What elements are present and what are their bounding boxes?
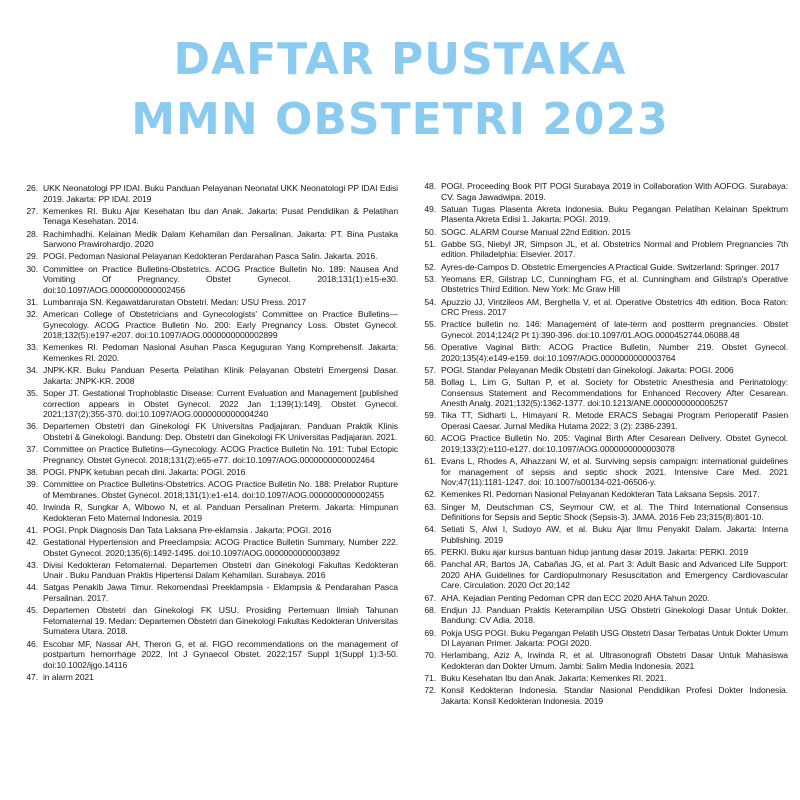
reference-item <box>416 628 788 649</box>
reference-text: Pokja USG POGI. Buku Pegangan Pelatih USG Obstetri Dasar Terbatas Untuk Dokter Umum DI Layanan Primer. Jakarta: POGI 2020. <box>441 627 788 649</box>
reference-item <box>18 388 398 420</box>
reference-text: Rachimhadhi. Kelainan Medik Dalam Kehamilan dan Persalinan. Jakarta: PT. Bina Pustaka Sarwono Prawirohardjo. 2020 <box>43 228 398 250</box>
reference-text: Departemen Obstetri dan Ginekologi FK Universitas Padjajaran. Panduan Praktik Klinis Obstetri & Ginekologi. Bandung: Dep. Obstetri dan Ginekologi FK Universitas Padjajaran. 2021. <box>43 421 398 442</box>
reference-item <box>18 183 398 204</box>
reference-text: Gestational Hypertension and Preeclampsia: ACOG Practice Bulletin Summary, Number 222. Obstet Gynecol. 2020;135(6):1492-1495. doi:10.1097/AOG.0000000000003892 <box>43 536 398 558</box>
reference-text: Irwinda R, Sungkar A, Wibowo N, et al. Panduan Persalinan Preterm. Jakarta: Himpunan Kedokteran Feto Maternal Indonesia. 2019 <box>43 501 398 523</box>
reference-item <box>416 410 788 431</box>
reference-number: 41. <box>26 524 38 535</box>
reference-text: Divisi Kedokteran Fetomaternal. Departemen Obstetri dan Ginekologi Fakultas Kedokteran Unair . Buku Panduan Praktis Hipertensi Dalam Kehamilan. Surabaya. 2016 <box>43 559 398 581</box>
reference-number: 37. <box>26 444 38 455</box>
reference-number: 42. <box>26 536 38 547</box>
reference-text: Apuzzio JJ, Vintzileos AM, Berghella V, et al. Operative Obstetrics 4th edition. Boca Raton: CRC Press. 2017 <box>441 296 788 318</box>
reference-number: 31. <box>26 296 38 307</box>
reference-number: 59. <box>424 410 436 421</box>
reference-item <box>416 547 788 558</box>
reference-text: Committee on Practice Bulletins-Obstetrics. ACOG Practice Bulletin No. 189: Nausea And Vomiting Of Pregnancy. Obstet Gynecol. 2018;131(1):e15-e30. doi:10.1097/AOG.0000000000002456 <box>43 263 398 295</box>
reference-number: 49. <box>424 203 436 214</box>
reference-item <box>416 456 788 488</box>
reference-item <box>18 479 398 500</box>
reference-item <box>416 489 788 500</box>
reference-text: POGI. Pnpk Diagnosis Dan Tata Laksana Pre-eklamsia . Jakarta: POGI. 2016 <box>43 524 332 535</box>
reference-text: Committee on Practice Bulletins-Obstetrics. ACOG Practice Bulletin No. 188: Prelabor Rupture of Membranes. Obstet Gynecol. 2018;131(1):e1-e14. doi:10.1097/AOG.0000000000002455 <box>43 479 398 500</box>
reference-text: Satuan Tugas Plasenta Akreta Indonesia. Buku Pegangan Pelatihan Kelainan Spektrum Plasenta Akreta Edisi 1. Jakarta: POGI. 2019. <box>441 203 788 225</box>
reference-item <box>416 559 788 591</box>
reference-item <box>18 365 398 386</box>
reference-text: Bollag L, Lim G, Sultan P, et al. Society for Obstetric Anesthesia and Perinatology: Consensus Statement and Recommendations for Enhanced Recovery After Cesarean. Anesth Analg. 2021;132(5):1362-1377. doi:10.1213/ANE.0000000000005257 <box>441 377 788 409</box>
reference-text: POGI. Proceeding Book PIT POGI Surabaya 2019 in Collaboration With AOFOG. Surabaya: CV. Saga Jawadwipa. 2019. <box>441 181 788 202</box>
reference-list-left <box>18 183 398 684</box>
reference-item <box>18 206 398 227</box>
reference-number: 35. <box>26 388 38 399</box>
reference-number: 38. <box>26 466 38 477</box>
reference-text: Buku Kesehatan Ibu dan Anak. Jakarta: Kemenkes RI. 2021. <box>441 673 667 684</box>
reference-text: Evans L, Rhodes A, Alhazzani W, et al. Surviving sepsis campaign: international guidelines for management of sepsis and septic shock 2021. Intensive Care Med. 2021 Nov;47(11):1181-1247. doi: 10.1007/s00134-021-06506-y. <box>441 455 788 488</box>
reference-number: 34. <box>26 365 38 376</box>
reference-number: 36. <box>26 421 38 432</box>
reference-text: Kemenkes RI. Buku Ajar Kesehatan Ibu dan Anak. Jakarta: Pusat Pendidikan & Pelatihan Tenaga Kesehatan. 2014. <box>43 205 398 227</box>
reference-text: Tika TT, Sidharti L, Himayani R. Metode ERACS Sebagai Program Perioperatif Pasien Operasi Caesar. Jurnal Medika Hutama 2022; 3 (2): 2386-2391. <box>441 410 788 431</box>
reference-text: Konsil Kedokteran Indonesia. Standar Nasional Pendidikan Profesi Dokter Indonesia. Jakarta: Konsil Kedokteran Indonesia. 2019 <box>441 685 788 706</box>
reference-item <box>18 639 398 671</box>
reference-number: 29. <box>26 251 38 262</box>
reference-item <box>18 525 398 536</box>
reference-item <box>18 309 398 341</box>
reference-text: AHA. Kejadian Penting Pedoman CPR dan ECC 2020 AHA Tahun 2020. <box>441 592 710 603</box>
reference-item <box>416 204 788 225</box>
reference-item <box>18 342 398 363</box>
reference-list-right <box>416 181 788 708</box>
reference-text: Ayres-de-Campos D. Obstetric Emergencies A Practical Guide. Switzerland: Springer. 2017 <box>441 261 780 272</box>
reference-text: Soper JT. Gestational Trophoblastic Disease: Current Evaluation and Management [published correction appears in Obstet Gynecol. 2022 Jan 1;139(1):149]. Obstet Gynecol. 2021;137(2):355-370. doi:10.1097/AOG.0000000000004240 <box>43 388 398 420</box>
reference-item <box>416 433 788 454</box>
reference-number: 58. <box>424 377 436 388</box>
reference-item <box>416 297 788 318</box>
reference-text: Committee on Practice Bulletins—Gynecology. ACOG Practice Bulletin No. 191: Tubal Ectopic Pregnancy. Obstet Gynecol. 2018;131(2):e65-e77. doi:10.1097/AOG.0000000000002464 <box>43 444 398 465</box>
reference-item <box>18 251 398 262</box>
reference-text: Departemen Obstetri dan Ginekologi FK USU. Prosiding Pertemuan Ilmiah Tahunan Fetomaternal 19. Medan: Departemen Obstetri dan Ginekologi Fakultas Kedokteran Universitas Sumatera Utara. 2018. <box>43 605 398 637</box>
title-line-1: DAFTAR PUSTAKA <box>173 34 627 85</box>
reference-item <box>416 342 788 363</box>
reference-item <box>18 467 398 478</box>
reference-item <box>416 239 788 260</box>
reference-item <box>416 227 788 238</box>
reference-number: 68. <box>424 604 436 615</box>
reference-text: Escobar MF, Nassar AH, Theron G, et al. FIGO recommendations on the management of postpartum hemorrhage 2022. Int J Gynaecol Obstet. 2022;157 Suppl 1(Suppl 1):3-50. doi:10.1002/ijgo.14116 <box>43 638 398 670</box>
reference-text: ACOG Practice Bulletin No. 205: Vaginal Birth After Cesarean Delivery. Obstet Gynecol. 2019;133(2):e110-e127. doi:10.1097/AOG.0000000000003078 <box>441 433 788 454</box>
reference-item <box>416 274 788 295</box>
reference-number: 56. <box>424 342 436 353</box>
reference-number: 40. <box>26 501 38 512</box>
reference-item <box>416 262 788 273</box>
reference-number: 57. <box>424 364 436 375</box>
reference-number: 39. <box>26 479 38 490</box>
reference-number: 32. <box>26 309 38 320</box>
reference-number: 54. <box>424 296 436 307</box>
reference-item <box>18 672 398 683</box>
reference-text: SOGC. ALARM Course Manual 22nd Edition. 2015 <box>441 226 631 237</box>
reference-text: Kemenkes RI. Pedoman Nasional Pelayanan Kedokteran Tata Laksana Sepsis. 2017. <box>441 489 760 500</box>
reference-number: 52. <box>424 261 436 272</box>
reference-item <box>416 685 788 706</box>
reference-number: 64. <box>424 524 436 535</box>
reference-item <box>416 319 788 340</box>
reference-text: UKK Neonatologi PP IDAI. Buku Panduan Pelayanan Neonatal UKK Neonatologi PP IDAI Edisi 2019. Jakarta: PP IDAI. 2019 <box>43 183 398 204</box>
reference-text: Setiati S, Alwi I, Sudoyo AW, et al. Buku Ajar Ilmu Penyakit Dalam. Jakarta: Interna Publishing. 2019 <box>441 524 788 545</box>
reference-item <box>18 560 398 581</box>
reference-text: Satgas Penakib Jawa Timur. Rekomendasi Preeklampsia - Eklampsia & Pendarahan Pasca Persalinan. 2017. <box>43 582 398 604</box>
reference-number: 50. <box>424 226 436 237</box>
reference-item <box>18 502 398 523</box>
reference-text: Panchal AR, Bartos JA, Cabañas JG, et al. Part 3: Adult Basic and Advanced Life Support: 2020 AHA Guidelines for Cardiopulmonary Resuscitation and Emergency Cardiovascular Care. Circulation. 2020 Oct 20;142 <box>441 559 788 591</box>
reference-number: 53. <box>424 273 436 284</box>
reference-number: 28. <box>26 228 38 239</box>
reference-number: 70. <box>424 650 436 661</box>
reference-number: 46. <box>26 638 38 649</box>
reference-item <box>18 297 398 308</box>
reference-number: 69. <box>424 627 436 638</box>
reference-item <box>416 365 788 376</box>
reference-item <box>416 605 788 626</box>
reference-number: 51. <box>424 238 436 249</box>
reference-number: 48. <box>424 181 436 191</box>
reference-number: 55. <box>424 319 436 330</box>
reference-text: American College of Obstetricians and Gynecologists' Committee on Practice Bulletins—Gynecology. ACOG Practice Bulletin No. 200: Early Pregnancy Loss. Obstet Gynecol. 2018;132(5):e197-e207. doi:10.1097/AOG.0000000000002899 <box>43 309 398 341</box>
reference-number: 27. <box>26 205 38 216</box>
reference-item <box>18 444 398 465</box>
reference-item <box>18 264 398 296</box>
reference-number: 61. <box>424 455 436 466</box>
title-line-2: MMN OBSTETRI 2023 <box>131 94 669 145</box>
reference-number: 65. <box>424 547 436 558</box>
reference-item <box>18 537 398 558</box>
reference-item <box>416 181 788 202</box>
reference-number: 63. <box>424 501 436 512</box>
reference-number: 60. <box>424 433 436 444</box>
page-title <box>0 30 800 150</box>
reference-number: 33. <box>26 342 38 353</box>
reference-number: 26. <box>26 183 38 193</box>
reference-item <box>416 673 788 684</box>
reference-text: JNPK-KR. Buku Panduan Peserta Pelatihan Klinik Pelayanan Obstetri Emergensi Dasar. Jakarta: JNPK-KR. 2008 <box>43 365 398 386</box>
reference-text: in alarm 2021 <box>43 672 94 682</box>
reference-text: Gabbe SG, Niebyl JR, Simpson JL, et al. Obstetrics Normal and Problem Pregnancies 7th edition. Philadelphia: Elsevier. 2017. <box>441 238 788 260</box>
reference-text: PERKI. Buku ajar kursus bantuan hidup jantung dasar 2019. Jakarta: PERKI. 2019 <box>441 547 749 558</box>
reference-item <box>416 593 788 604</box>
reference-number: 47. <box>26 672 38 682</box>
reference-item <box>416 377 788 409</box>
reference-number: 30. <box>26 263 38 274</box>
reference-text: Lumbanraja SN. Kegawatdaruratan Obstetri. Medan: USU Press. 2017 <box>43 296 307 307</box>
reference-number: 71. <box>424 673 436 684</box>
reference-item <box>416 524 788 545</box>
reference-number: 66. <box>424 559 436 570</box>
reference-item <box>18 582 398 603</box>
reference-item <box>416 502 788 523</box>
reference-number: 45. <box>26 605 38 616</box>
reference-text: Operative Vaginal Birth: ACOG Practice Bulletin, Number 219. Obstet Gynecol. 2020;135(4):e149-e159. doi:10.1097/AOG.0000000000003764 <box>441 342 788 363</box>
reference-text: Practice bulletin no. 146: Management of late-term and postterm pregnancies. Obstet Gynecol. 2014;124(2 Pt 1):390-396. doi:10.1097/01.AOG.0000452744.06088.48 <box>441 319 788 340</box>
reference-text: Endjun JJ. Panduan Praktis Keterampilan USG Obstetri Ginekologi Dasar Untuk Dokter. Bandung: CV Adia. 2018. <box>441 604 788 626</box>
reference-item <box>18 421 398 442</box>
reference-text: Kemenkes RI. Pedoman Nasional Asuhan Pasca Keguguran Yang Komprehensif. Jakarta: Kemenkes RI. 2020. <box>43 342 398 364</box>
reference-item <box>18 605 398 637</box>
reference-text: Herlambang, Aziz A, Irwinda R, et al. Ultrasonografi Obstetri Dasar Untuk Mahasiswa Kedokteran dan Dokter Umum. Jambi: Salim Media Indonesia. 2021 <box>441 650 788 671</box>
reference-text: POGI. Pedoman Nasional Pelayanan Kedokteran Perdarahan Pasca Salin. Jakarta. 2016. <box>43 251 378 262</box>
reference-number: 43. <box>26 559 38 570</box>
reference-text: Yeomans ER, Gilstrap LC, Cunningham FG, et al. Cunningham and Gilstrap's Operative Obstetrics Third Edition. New York: Mc Graw Hill <box>441 273 788 295</box>
reference-item <box>416 650 788 671</box>
reference-text: Singer M, Deutschman CS, Seymour CW, et al. The Third International Consensus Definitions for Sepsis and Septic Shock (Sepsis-3). JAMA. 2016 Feb 23;315(8):801-10. <box>441 501 788 523</box>
reference-number: 67. <box>424 592 436 603</box>
reference-item <box>18 229 398 250</box>
reference-text: POGI. Standar Pelayanan Medik Obstetri dan Ginekologi. Jakarta: POGI. 2006 <box>441 364 734 375</box>
reference-number: 72. <box>424 685 436 696</box>
reference-number: 44. <box>26 582 38 593</box>
reference-number: 62. <box>424 489 436 500</box>
reference-text: POGI. PNPK ketuban pecah dini. Jakarta: POGI. 2016 <box>43 466 246 477</box>
